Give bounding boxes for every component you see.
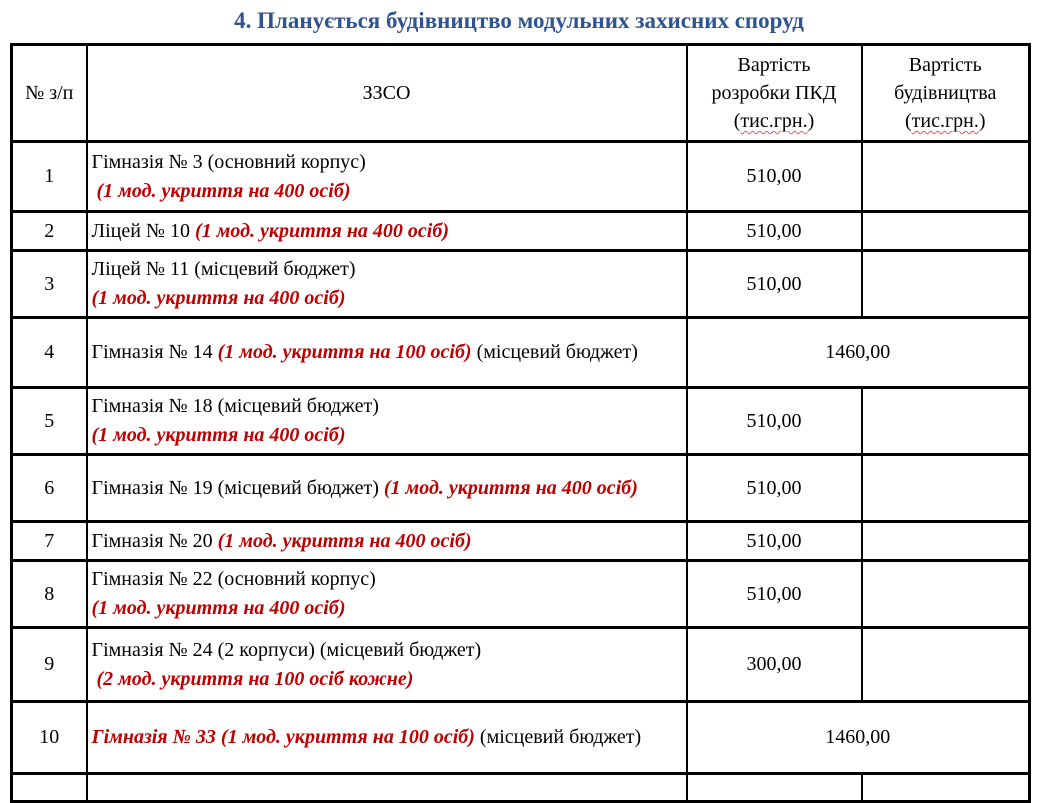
school-name-text: Ліцей № 11 (місцевий бюджет) — [91, 258, 356, 280]
cell-school-name — [87, 628, 687, 702]
unit-label: тис.грн. — [911, 110, 979, 132]
table-row — [12, 628, 1030, 702]
table-row — [12, 702, 1030, 774]
cell-build-cost — [862, 561, 1030, 628]
table-header — [12, 45, 1030, 142]
cell-row-number: 4 — [12, 318, 87, 388]
school-shelter-note: (1 мод. укриття на 400 осіб) — [217, 529, 472, 552]
cell-build-cost — [862, 142, 1030, 212]
cell-build-cost — [862, 455, 1030, 522]
shelters-table — [10, 43, 1031, 803]
table-body — [12, 142, 1030, 802]
cell-row-number — [12, 774, 87, 802]
cell-build-cost — [862, 774, 1030, 802]
school-name-text: Гімназія № 14 — [91, 341, 218, 363]
table-row — [12, 561, 1030, 628]
cell-school-name — [87, 388, 687, 455]
cell-pkd-cost: 300,00 — [687, 628, 862, 702]
table-row-partial — [12, 774, 1030, 802]
header-build-cost: Вартість будівництва (тис.грн.) — [862, 45, 1030, 142]
cell-pkd-cost: 510,00 — [687, 251, 862, 318]
school-shelter-note: (1 мод. укриття на 400 осіб) — [91, 179, 351, 202]
header-school: ЗЗСО — [87, 45, 687, 142]
school-shelter-note: (1 мод. укриття на 400 осіб) — [91, 424, 346, 446]
cell-row-number: 6 — [12, 455, 87, 522]
cell-build-cost — [862, 522, 1030, 561]
cell-school-name — [87, 522, 687, 561]
cell-school-name — [87, 455, 687, 522]
cell-build-cost — [862, 388, 1030, 455]
cell-build-cost — [862, 212, 1030, 251]
school-name-text: Гімназія № 24 (2 корпуси) (місцевий бюджет) — [91, 638, 482, 661]
table-row — [12, 142, 1030, 212]
table-row — [12, 318, 1030, 388]
cell-school-name — [87, 561, 687, 628]
school-name-text: Ліцей № 10 — [91, 219, 195, 242]
cell-row-number: 7 — [12, 522, 87, 561]
cell-school-name — [87, 702, 687, 774]
cell-row-number: 8 — [12, 561, 87, 628]
cell-school-name — [87, 142, 687, 212]
cell-school-name — [87, 774, 687, 802]
header-row — [12, 45, 1030, 142]
school-name-text: Гімназія № 3 (основний корпус) — [91, 150, 366, 173]
school-name-text: (місцевий бюджет) — [474, 726, 642, 748]
school-shelter-note: (1 мод. укриття на 400 осіб) — [91, 287, 346, 309]
table-row — [12, 388, 1030, 455]
cell-build-cost — [862, 628, 1030, 702]
school-shelter-note: (1 мод. укриття на 100 осіб) — [217, 341, 472, 363]
cell-pkd-cost: 510,00 — [687, 455, 862, 522]
cell-pkd-cost: 510,00 — [687, 561, 862, 628]
cell-pkd-cost: 510,00 — [687, 388, 862, 455]
cell-total-cost-merged: 1460,00 — [687, 318, 1030, 388]
cell-row-number: 1 — [12, 142, 87, 212]
cell-school-name — [87, 318, 687, 388]
school-shelter-note: (1 мод. укриття на 400 осіб) — [383, 476, 638, 499]
school-shelter-note: (2 мод. укриття на 100 осіб кожне) — [91, 667, 414, 690]
school-name-text: Гімназія № 20 — [91, 529, 218, 552]
school-shelter-note: (1 мод. укриття на 400 осіб) — [195, 219, 449, 242]
cell-pkd-cost: 510,00 — [687, 212, 862, 251]
page-title: 4. Планується будівництво модульних захисних споруд — [234, 8, 804, 33]
table-row — [12, 251, 1030, 318]
cell-row-number: 3 — [12, 251, 87, 318]
school-name-text: Гімназія № 19 (місцевий бюджет) — [91, 476, 384, 499]
table-row — [12, 522, 1030, 561]
school-name-text: Гімназія № 22 (основний корпус) — [91, 568, 376, 590]
unit-label: тис.грн. — [740, 110, 808, 132]
cell-row-number: 2 — [12, 212, 87, 251]
cell-school-name — [87, 212, 687, 251]
cell-total-cost-merged: 1460,00 — [687, 702, 1030, 774]
cell-pkd-cost: 510,00 — [687, 142, 862, 212]
table-row — [12, 455, 1030, 522]
school-shelter-note: Гімназія № 33 (1 мод. укриття на 100 осіб) — [91, 726, 475, 748]
header-pkd-cost: Вартість розробки ПКД (тис.грн.) — [687, 45, 862, 142]
cell-build-cost — [862, 251, 1030, 318]
cell-row-number: 9 — [12, 628, 87, 702]
cell-pkd-cost: 510,00 — [687, 522, 862, 561]
header-num: № з/п — [12, 45, 87, 142]
cell-school-name — [87, 251, 687, 318]
cell-row-number: 10 — [12, 702, 87, 774]
school-shelter-note: (1 мод. укриття на 400 осіб) — [91, 597, 346, 619]
cell-pkd-cost — [687, 774, 862, 802]
table-row — [12, 212, 1030, 251]
school-name-text: Гімназія № 18 (місцевий бюджет) — [91, 395, 379, 417]
school-name-text: (місцевий бюджет) — [471, 341, 638, 363]
cell-row-number: 5 — [12, 388, 87, 455]
